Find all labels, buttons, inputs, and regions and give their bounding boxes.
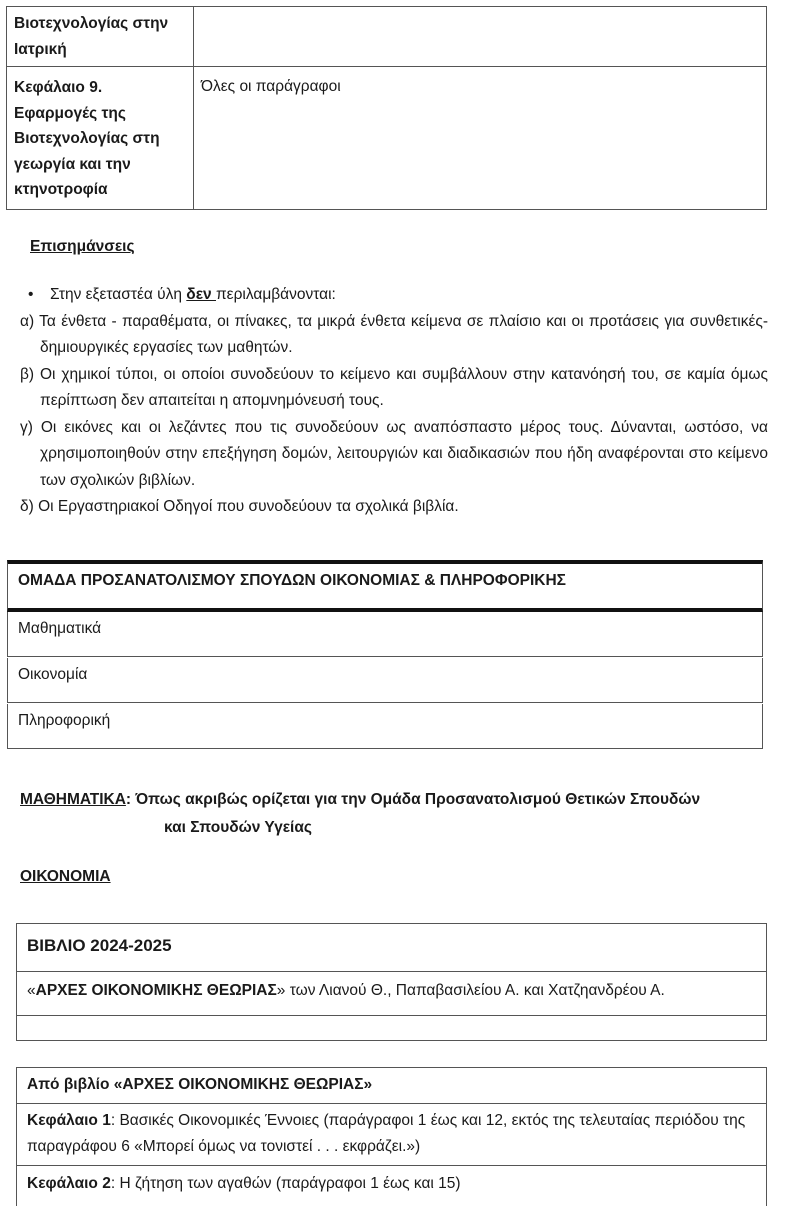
subject-label: Οικονομία bbox=[18, 666, 88, 683]
subject-row-math bbox=[7, 612, 763, 657]
quote-open: « bbox=[27, 982, 36, 999]
book-authors: » των Λιανού Θ., Παπαβασιλείου Α. και Χατζηανδρέου Α. bbox=[276, 982, 665, 999]
paragraphs-cell: Όλες οι παράγραφοι bbox=[194, 67, 767, 210]
remarks-bullet bbox=[20, 282, 768, 309]
book-box bbox=[16, 923, 767, 1041]
chapter-1-row bbox=[17, 1104, 766, 1166]
group-title: ΟΜΑΔΑ ΠΡΟΣΑΝΑΤΟΛΙΣΜΟΥ ΣΠΟΥΔΩΝ ΟΙΚΟΝΟΜΙΑΣ & ΠΛΗΡΟΦΟΡΙΚΗΣ bbox=[18, 572, 566, 589]
bullet-emphasis: δεν bbox=[186, 286, 216, 303]
remarks-item-d: δ) Οι Εργαστηριακοί Οδηγοί που συνοδεύουν τα σχολικά βιβλία. bbox=[20, 498, 459, 515]
remarks-list bbox=[20, 282, 768, 521]
table-row bbox=[7, 7, 767, 67]
chapter-2-text: : Η ζήτηση των αγαθών (παράγραφοι 1 έως και 15) bbox=[110, 1175, 461, 1192]
bullet-text-pre: Στην εξεταστέα ύλη bbox=[50, 286, 187, 303]
chapter-2-label: Κεφάλαιο 2 bbox=[27, 1175, 111, 1192]
subject-row-informatics bbox=[7, 704, 763, 749]
book-title bbox=[27, 982, 665, 1000]
math-text: : Όπως ακριβώς ορίζεται για την Ομάδα Προσανατολισμού Θετικών Σπουδών bbox=[125, 791, 701, 808]
chapter-cell: Κεφάλαιο 9. Εφαρμογές της Βιοτεχνολογίας στη γεωργία και την κτηνοτροφία bbox=[7, 67, 194, 210]
remarks-item-c: γ) Οι εικόνες και οι λεζάντες που τις συνοδεύουν ως αναπόσπαστο μέρος τους. Δύνανται, ωστόσο, να χρησιμοποιηθούν στην επεξήγηση δομών, λειτουργιών και διαδικασιών που ήδη αναφέρονται στο κείμενο των σχολικών βιβλίων. bbox=[20, 418, 768, 489]
math-label: ΜΑΘΗΜΑΤΙΚΑ bbox=[20, 791, 126, 808]
economics-title: ΟΙΚΟΝΟΜΙΑ bbox=[20, 868, 111, 885]
book-title-row bbox=[17, 972, 766, 1016]
chapter-2-row bbox=[17, 1166, 766, 1206]
math-note bbox=[20, 786, 780, 842]
paragraphs-cell bbox=[194, 7, 767, 67]
remarks-title: Επισημάνσεις bbox=[30, 238, 135, 255]
chapter-1-label: Κεφάλαιο 1 bbox=[27, 1112, 111, 1129]
remarks-item-b: β) Οι χημικοί τύποι, οι οποίοι συνοδεύουν το κείμενο και συμβάλλουν στην κατανόησή του, σε καμία όμως περίπτωση δεν απαιτείται η απομνημόνευσή τους. bbox=[20, 365, 768, 409]
remarks-item-a: α) Τα ένθετα - παραθέματα, οι πίνακες, τα μικρά ένθετα κείμενα σε πλαίσιο και οι προτάσεις για συνθετικές-δημιουργικές εργασίες των μαθητών. bbox=[20, 312, 768, 356]
group-header bbox=[7, 560, 763, 612]
subject-row-economics bbox=[7, 658, 763, 703]
from-book-row: Από βιβλίο «ΑΡΧΕΣ ΟΙΚΟΝΟΜΙΚΗΣ ΘΕΩΡΙΑΣ» bbox=[17, 1068, 766, 1104]
empty-row bbox=[17, 1016, 766, 1040]
subject-chapters-table bbox=[6, 6, 767, 210]
book-heading: ΒΙΒΛΙΟ 2024-2025 bbox=[27, 936, 172, 955]
subject-label: Πληροφορική bbox=[18, 712, 111, 729]
table-row bbox=[7, 67, 767, 210]
bullet-icon: • bbox=[28, 286, 34, 303]
chapters-box bbox=[16, 1067, 767, 1206]
chapter-1-text: : Βασικές Οικονομικές Έννοιες (παράγραφοι 1 έως και 12, εκτός της τελευταίας περιόδου της παραγράφου 6 «Μπορεί όμως να τονιστεί . . . εκφράζει.») bbox=[27, 1112, 746, 1155]
bullet-text-post: περιλαμβάνονται: bbox=[215, 286, 336, 303]
chapter-cell: Βιοτεχνολογίας στην Ιατρική bbox=[7, 7, 194, 67]
book-name: ΑΡΧΕΣ ΟΙΚΟΝΟΜΙΚΗΣ ΘΕΩΡΙΑΣ bbox=[35, 982, 277, 999]
math-text-continued: και Σπουδών Υγείας bbox=[164, 819, 312, 836]
book-heading-row bbox=[17, 924, 766, 972]
subject-label: Μαθηματικά bbox=[18, 620, 102, 637]
